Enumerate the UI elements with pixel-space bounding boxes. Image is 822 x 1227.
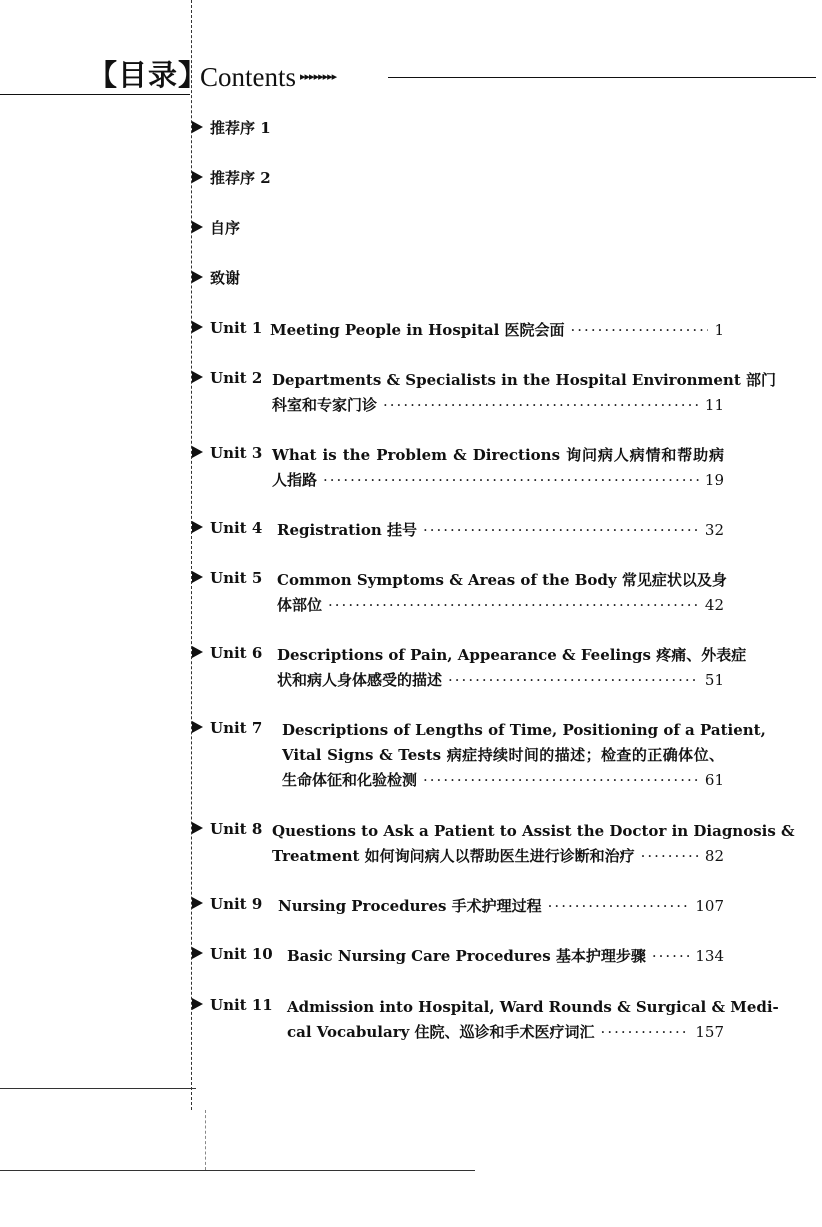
toc-page-number: 1 <box>714 321 724 339</box>
toc-unit-title <box>287 995 779 1045</box>
toc-unit-entry[interactable] <box>192 568 727 618</box>
toc-title-last-line <box>277 668 724 693</box>
triangle-bullet-icon <box>192 721 203 733</box>
toc-unit-entry[interactable] <box>192 443 724 493</box>
triangle-bullet-icon <box>192 947 203 959</box>
toc-unit-title <box>270 318 724 343</box>
triangle-bullet-icon <box>192 897 203 909</box>
toc-title-line: Descriptions of Pain, Appearance & Feelings 疼痛、外表症 <box>277 646 747 664</box>
toc-page-number: 11 <box>704 396 724 414</box>
toc-unit-label: Unit 3 <box>210 444 263 462</box>
toc-page-number: 19 <box>704 471 724 489</box>
triangle-bullet-icon <box>192 521 203 533</box>
toc-title-line: Questions to Ask a Patient to Assist the Doctor in Diagnosis & <box>272 822 795 840</box>
leader-dots <box>571 318 709 343</box>
toc-page-number: 134 <box>695 947 724 965</box>
toc-title-last-line <box>277 518 724 543</box>
toc-title-line: cal Vocabulary 住院、巡诊和手术医疗词汇 <box>287 1023 595 1041</box>
leader-dots <box>383 393 699 418</box>
toc-title-line: Treatment 如何询问病人以帮助医生进行诊断和治疗 <box>272 847 635 865</box>
triangle-bullet-icon <box>192 822 203 834</box>
toc-title-line: Vital Signs & Tests 病症持续时间的描述；检查的正确体位、 <box>282 746 724 764</box>
toc-unit-entry[interactable] <box>192 944 724 969</box>
header-arrows: ▸▸▸▸▸▸▸▸ <box>300 70 337 83</box>
toc-title-last-line <box>277 593 724 618</box>
toc-title-line: 生命体征和化验检测 <box>282 771 418 789</box>
toc-unit-entry[interactable] <box>192 518 724 543</box>
triangle-bullet-icon <box>192 271 203 283</box>
toc-title-line: Registration 挂号 <box>277 521 417 539</box>
toc-unit-title <box>278 894 724 919</box>
toc-unit-label: Unit 6 <box>210 644 263 662</box>
toc-title-last-line <box>287 944 724 969</box>
toc-unit-title <box>272 819 795 869</box>
header-left-rule <box>0 94 190 95</box>
page-header <box>88 58 818 94</box>
leader-dots <box>328 593 699 618</box>
toc-unit-label: Unit 4 <box>210 519 263 537</box>
toc-page-number: 157 <box>695 1023 724 1041</box>
toc-page-number: 32 <box>704 521 724 539</box>
toc-unit-entry[interactable] <box>192 368 776 418</box>
triangle-bullet-icon <box>192 646 203 658</box>
leader-dots <box>423 518 699 543</box>
toc-preface-label: 致谢 <box>210 269 241 287</box>
toc-unit-title <box>277 518 724 543</box>
toc-unit-entry[interactable] <box>192 894 724 919</box>
triangle-bullet-icon <box>192 371 203 383</box>
header-title-cn: 【目录】 <box>88 58 209 92</box>
toc-unit-title <box>287 944 724 969</box>
toc-page-number: 51 <box>704 671 724 689</box>
leader-dots <box>548 894 690 919</box>
toc-title-last-line <box>282 768 724 793</box>
toc-title-line: Admission into Hospital, Ward Rounds & Surgical & Medi- <box>287 998 779 1016</box>
leader-dots <box>652 944 689 969</box>
triangle-bullet-icon <box>192 171 203 183</box>
toc-unit-title <box>272 443 724 493</box>
leader-dots <box>423 768 699 793</box>
toc-title-last-line <box>287 1020 724 1045</box>
toc-title-line: 人指路 <box>272 471 318 489</box>
toc-title-last-line <box>272 844 724 869</box>
triangle-bullet-icon <box>192 998 203 1010</box>
toc-unit-entry[interactable] <box>192 643 747 693</box>
leader-dots <box>601 1020 690 1045</box>
toc-preface-label: 推荐序 1 <box>210 119 271 137</box>
toc-title-line: 体部位 <box>277 596 323 614</box>
margin-dashed-rule-lower <box>205 1110 206 1170</box>
toc-title-line: Nursing Procedures 手术护理过程 <box>278 897 542 915</box>
toc-page-number: 107 <box>695 897 724 915</box>
toc-preface-label: 自序 <box>210 219 241 237</box>
toc-unit-title <box>277 568 727 618</box>
triangle-bullet-icon <box>192 121 203 133</box>
header-title-en: Contents <box>200 62 297 92</box>
toc-title-line: Common Symptoms & Areas of the Body 常见症状以及身 <box>277 571 727 589</box>
leader-dots <box>641 844 699 869</box>
footer-rule-short <box>0 1088 196 1089</box>
toc-unit-title <box>282 718 766 793</box>
toc-unit-entry[interactable] <box>192 819 795 869</box>
toc-unit-label: Unit 11 <box>210 996 273 1014</box>
toc-preface-label: 推荐序 2 <box>210 169 271 187</box>
toc-title-line: Meeting People in Hospital 医院会面 <box>270 321 565 339</box>
toc-unit-label: Unit 9 <box>210 895 263 913</box>
toc-title-last-line <box>272 393 724 418</box>
header-rule <box>388 77 816 78</box>
toc-unit-entry[interactable] <box>192 995 779 1045</box>
toc-title-line: 科室和专家门诊 <box>272 396 378 414</box>
toc-page-number: 82 <box>704 847 724 865</box>
leader-dots <box>448 668 699 693</box>
toc-title-line: What is the Problem & Directions 询问病人病情和帮助病 <box>272 446 724 464</box>
toc-unit-label: Unit 2 <box>210 369 263 387</box>
toc-title-line: Basic Nursing Care Procedures 基本护理步骤 <box>287 947 646 965</box>
toc-unit-label: Unit 10 <box>210 945 273 963</box>
triangle-bullet-icon <box>192 571 203 583</box>
toc-unit-label: Unit 7 <box>210 719 263 737</box>
triangle-bullet-icon <box>192 221 203 233</box>
toc-title-line: Descriptions of Lengths of Time, Positioning of a Patient, <box>282 721 766 739</box>
toc-unit-title <box>272 368 776 418</box>
toc-page-number: 61 <box>704 771 724 789</box>
toc-unit-entry[interactable] <box>192 318 724 343</box>
toc-unit-entry[interactable] <box>192 718 766 793</box>
footer-rule-long <box>0 1170 475 1171</box>
leader-dots <box>323 468 699 493</box>
toc-unit-title <box>277 643 747 693</box>
triangle-bullet-icon <box>192 321 203 333</box>
toc-title-last-line <box>270 318 724 343</box>
toc-title-line: Departments & Specialists in the Hospital Environment 部门 <box>272 371 776 389</box>
toc-unit-label: Unit 8 <box>210 820 263 838</box>
toc-title-last-line <box>272 468 724 493</box>
triangle-bullet-icon <box>192 446 203 458</box>
toc-title-last-line <box>278 894 724 919</box>
toc-unit-label: Unit 1 <box>210 319 263 337</box>
toc-title-line: 状和病人身体感受的描述 <box>277 671 443 689</box>
toc-unit-label: Unit 5 <box>210 569 263 587</box>
toc-page-number: 42 <box>704 596 724 614</box>
